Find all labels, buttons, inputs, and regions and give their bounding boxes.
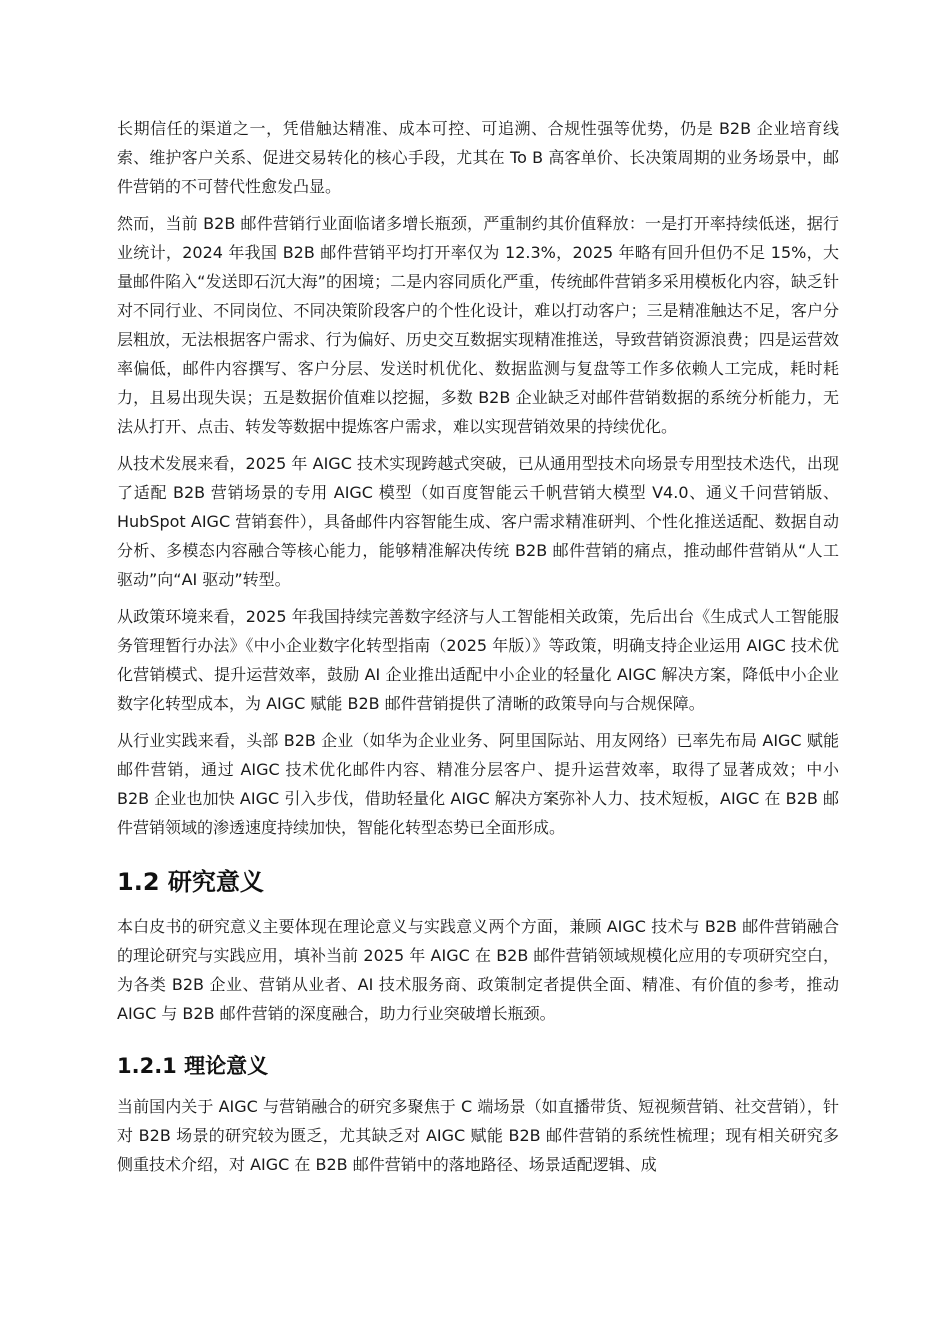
paragraph-growth-bottlenecks: 然而，当前 B2B 邮件营销行业面临诸多增长瓶颈，严重制约其价值释放：一是打开率持续低迷，据行业统计，2024 年我国 B2B 邮件营销平均打开率仅为 12.3%，2025 年略有回升但仍不足 15%，大量邮件陷入“发送即石沉大海”的困境；二是内容同质化严重，传统邮件营销多采用模板化内容，缺乏针对不同行业、不同岗位、不同决策阶段客户的个性化设计，难以打动客户；三是精准触达不足，客户分层粗放，无法根据客户需求、行为偏好、历史交互数据实现精准推送，导致营销资源浪费；四是运营效率偏低，邮件内容撰写、客户分层、发送时机优化、数据监测与复盘等工作多依赖人工完成，耗时耗力，且易出现失误；五是数据价值难以挖掘，多数 B2B 企业缺乏对邮件营销数据的系统分析能力，无法从打开、点击、转发等数据中提炼客户需求，难以实现营销效果的持续优化。 (117, 214, 839, 436)
paragraph-theoretical-significance: 当前国内关于 AIGC 与营销融合的研究多聚焦于 C 端场景（如直播带货、短视频营销、社交营销），针对 B2B 场景的研究较为匮乏，尤其缺乏对 AIGC 赋能 B2B 邮件营销的系统性梳理；现有相关研究多侧重技术介绍，对 AIGC 在 B2B 邮件营销中的落地路径、场景适配逻辑、成 (117, 1097, 839, 1174)
section-heading-research-significance: 1.2 研究意义 (117, 868, 264, 896)
paragraph-intro-continuation: 长期信任的渠道之一，凭借触达精准、成本可控、可追溯、合规性强等优势，仍是 B2B 企业培育线索、维护客户关系、促进交易转化的核心手段，尤其在 To B 高客单价、长决策周期的业务场景中，邮件营销的不可替代性愈发凸显。 (117, 119, 839, 196)
paragraph-technology-development: 从技术发展来看，2025 年 AIGC 技术实现跨越式突破，已从通用型技术向场景专用型技术迭代，出现了适配 B2B 营销场景的专用 AIGC 模型（如百度智能云千帆营销大模型 V4.0、通义千问营销版、HubSpot AIGC 营销套件），具备邮件内容智能生成、客户需求精准研判、个性化推送适配、数据自动分析、多模态内容融合等核心能力，能够精准解决传统 B2B 邮件营销的痛点，推动邮件营销从“人工驱动”向“AI 驱动”转型。 (117, 454, 839, 589)
document-page (117, 114, 839, 1187)
paragraph-research-significance: 本白皮书的研究意义主要体现在理论意义与实践意义两个方面，兼顾 AIGC 技术与 B2B 邮件营销融合的理论研究与实践应用，填补当前 2025 年 AIGC 在 B2B 邮件营销领域规模化应用的专项研究空白，为各类 B2B 企业、营销从业者、AI 技术服务商、政策制定者提供全面、精准、有价值的参考，推动 AIGC 与 B2B 邮件营销的深度融合，助力行业突破增长瓶颈。 (117, 917, 839, 1023)
paragraph-policy-environment: 从政策环境来看，2025 年我国持续完善数字经济与人工智能相关政策，先后出台《生成式人工智能服务管理暂行办法》《中小企业数字化转型指南（2025 年版）》等政策，明确支持企业运用 AIGC 技术优化营销模式、提升运营效率，鼓励 AI 企业推出适配中小企业的轻量化 AIGC 解决方案，降低中小企业数字化转型成本，为 AIGC 赋能 B2B 邮件营销提供了清晰的政策导向与合规保障。 (117, 607, 839, 713)
paragraph-industry-practice: 从行业实践来看，头部 B2B 企业（如华为企业业务、阿里国际站、用友网络）已率先布局 AIGC 赋能邮件营销，通过 AIGC 技术优化邮件内容、精准分层客户、提升运营效率，取得了显著成效；中小 B2B 企业也加快 AIGC 引入步伐，借助轻量化 AIGC 解决方案弥补人力、技术短板，AIGC 在 B2B 邮件营销领域的渗透速度持续加快，智能化转型态势已全面形成。 (117, 731, 839, 837)
subsection-heading-theoretical-significance: 1.2.1 理论意义 (117, 1054, 269, 1078)
